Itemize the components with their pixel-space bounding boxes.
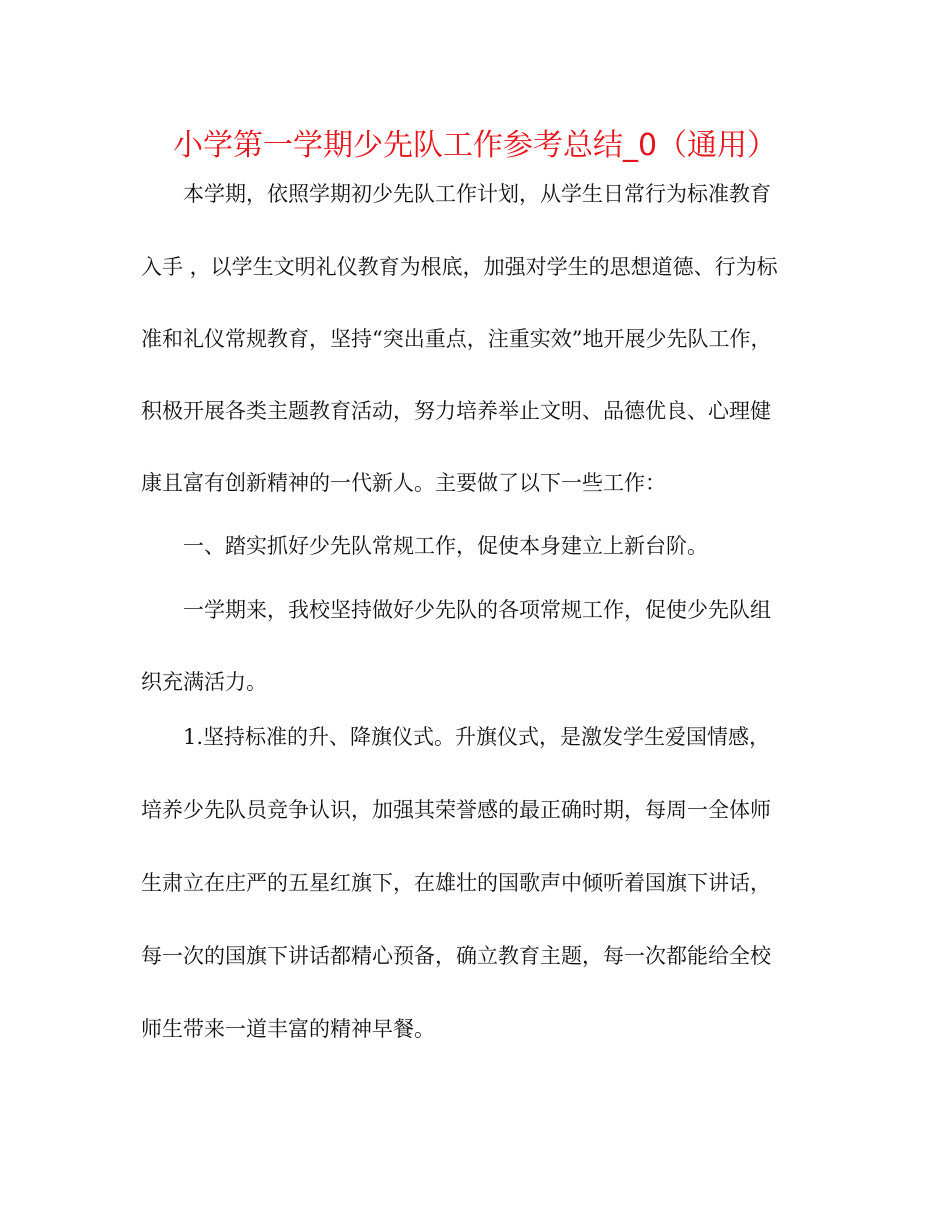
paragraph-1-line-3: 准和礼仪常规教育，坚持“突出重点，注重实效”地开展少先队工作， <box>141 327 772 351</box>
paragraph-3-line-3: 生肃立在庄严的五星红旗下，在雄壮的国歌声中倾听着国旗下讲话， <box>141 871 771 895</box>
paragraph-3-line-5: 师生带来一道丰富的精神早餐。 <box>141 1017 435 1041</box>
paragraph-1-line-2: 入手 ，以学生文明礼仪教育为根底，加强对学生的思想道德、行为标 <box>141 255 778 279</box>
paragraph-2-line-1: 一学期来，我校坚持做好少先队的各项常规工作，促使少先队组 <box>183 598 771 622</box>
paragraph-1-line-1: 本学期，依照学期初少先队工作计划，从学生日常行为标准教育 <box>183 182 771 206</box>
paragraph-1-line-5: 康且富有创新精神的一代新人。主要做了以下一些工作： <box>141 471 666 495</box>
paragraph-1-line-4: 积极开展各类主题教育活动，努力培养举止文明、品德优良、心理健 <box>141 399 771 423</box>
section-heading-1: 一、踏实抓好少先队常规工作，促使本身建立上新台阶。 <box>183 534 708 558</box>
document-title: 小学第一学期少先队工作参考总结_0（通用） <box>172 128 778 163</box>
paragraph-3-line-1: 1.坚持标准的升、降旗仪式。升旗仪式，是激发学生爱国情感， <box>183 725 771 749</box>
paragraph-3-line-2: 培养少先队员竞争认识，加强其荣誉感的最正确时期，每周一全体师 <box>141 798 771 822</box>
paragraph-2-line-2: 织充满活力。 <box>141 670 267 694</box>
paragraph-3-line-4: 每一次的国旗下讲话都精心预备，确立教育主题，每一次都能给全校 <box>141 944 771 968</box>
